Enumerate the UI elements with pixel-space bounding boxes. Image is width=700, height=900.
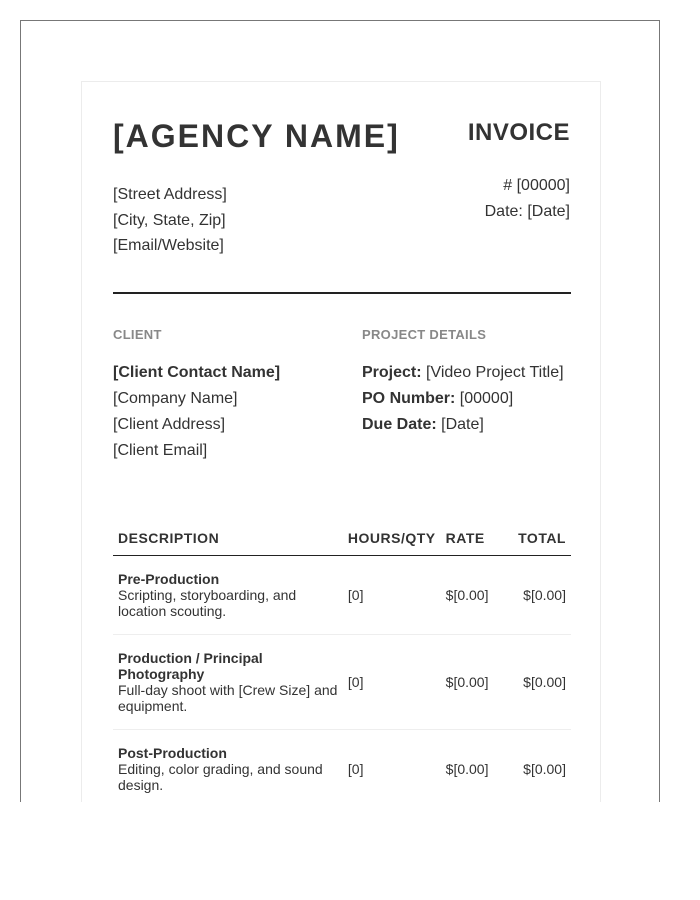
item-description-cell — [113, 730, 343, 803]
agency-city: [City, State, Zip] — [113, 211, 226, 229]
due-date-label: Due Date: — [362, 416, 437, 433]
item-title: Pre-Production — [118, 571, 220, 587]
item-total: $[0.00] — [506, 556, 571, 635]
invoice-date: Date: [Date] — [484, 203, 570, 220]
item-qty: [0] — [343, 556, 441, 635]
po-number-label: PO Number: — [362, 390, 456, 407]
project-value: [Video Project Title] — [421, 364, 564, 381]
due-date-value: [Date] — [436, 416, 484, 433]
agency-address — [113, 182, 227, 259]
table-header-row — [113, 518, 571, 556]
client-section-label: CLIENT — [113, 327, 162, 342]
client-address: [Client Address] — [113, 416, 226, 433]
item-description-cell — [113, 556, 343, 635]
project-title-line — [362, 360, 564, 386]
po-number-value: [00000] — [455, 390, 514, 407]
table-row — [113, 730, 571, 803]
project-details — [362, 360, 564, 438]
invoice-title: INVOICE — [467, 119, 570, 146]
invoice-page — [81, 81, 601, 802]
item-description: Scripting, storyboarding, and location scouting. — [118, 587, 297, 619]
project-section-label: PROJECT DETAILS — [362, 327, 487, 342]
document-viewport — [20, 20, 660, 802]
item-rate: $[0.00] — [441, 635, 506, 730]
header-divider — [113, 292, 571, 294]
header-hours-qty: HOURS/QTY — [343, 518, 441, 556]
item-qty: [0] — [343, 635, 441, 730]
invoice-meta — [485, 173, 570, 225]
po-number-line — [362, 386, 564, 412]
item-description: Full-day shoot with [Crew Size] and equipment. — [118, 682, 338, 714]
item-title: Post-Production — [118, 745, 227, 761]
table-row — [113, 635, 571, 730]
item-rate: $[0.00] — [441, 730, 506, 803]
project-label: Project: — [362, 364, 422, 381]
item-rate: $[0.00] — [441, 556, 506, 635]
header-description: DESCRIPTION — [113, 518, 343, 556]
agency-email: [Email/Website] — [113, 237, 224, 254]
client-company: [Company Name] — [113, 390, 238, 407]
due-date-line — [362, 412, 564, 438]
agency-name: [AGENCY NAME] — [113, 118, 400, 154]
client-email: [Client Email] — [113, 442, 208, 459]
table-row — [113, 556, 571, 635]
item-total: $[0.00] — [506, 635, 571, 730]
client-contact-name: [Client Contact Name] — [113, 364, 281, 381]
agency-street: [Street Address] — [113, 186, 227, 203]
item-qty: [0] — [343, 730, 441, 803]
item-description: Editing, color grading, and sound design. — [118, 761, 323, 793]
item-total: $[0.00] — [506, 730, 571, 803]
invoice-number: # [00000] — [503, 177, 570, 194]
line-items-table — [113, 518, 571, 802]
item-title: Production / Principal Photography — [118, 650, 263, 682]
header-rate: RATE — [441, 518, 506, 556]
client-details — [113, 360, 280, 464]
item-description-cell — [113, 635, 343, 730]
header-total: TOTAL — [506, 518, 571, 556]
